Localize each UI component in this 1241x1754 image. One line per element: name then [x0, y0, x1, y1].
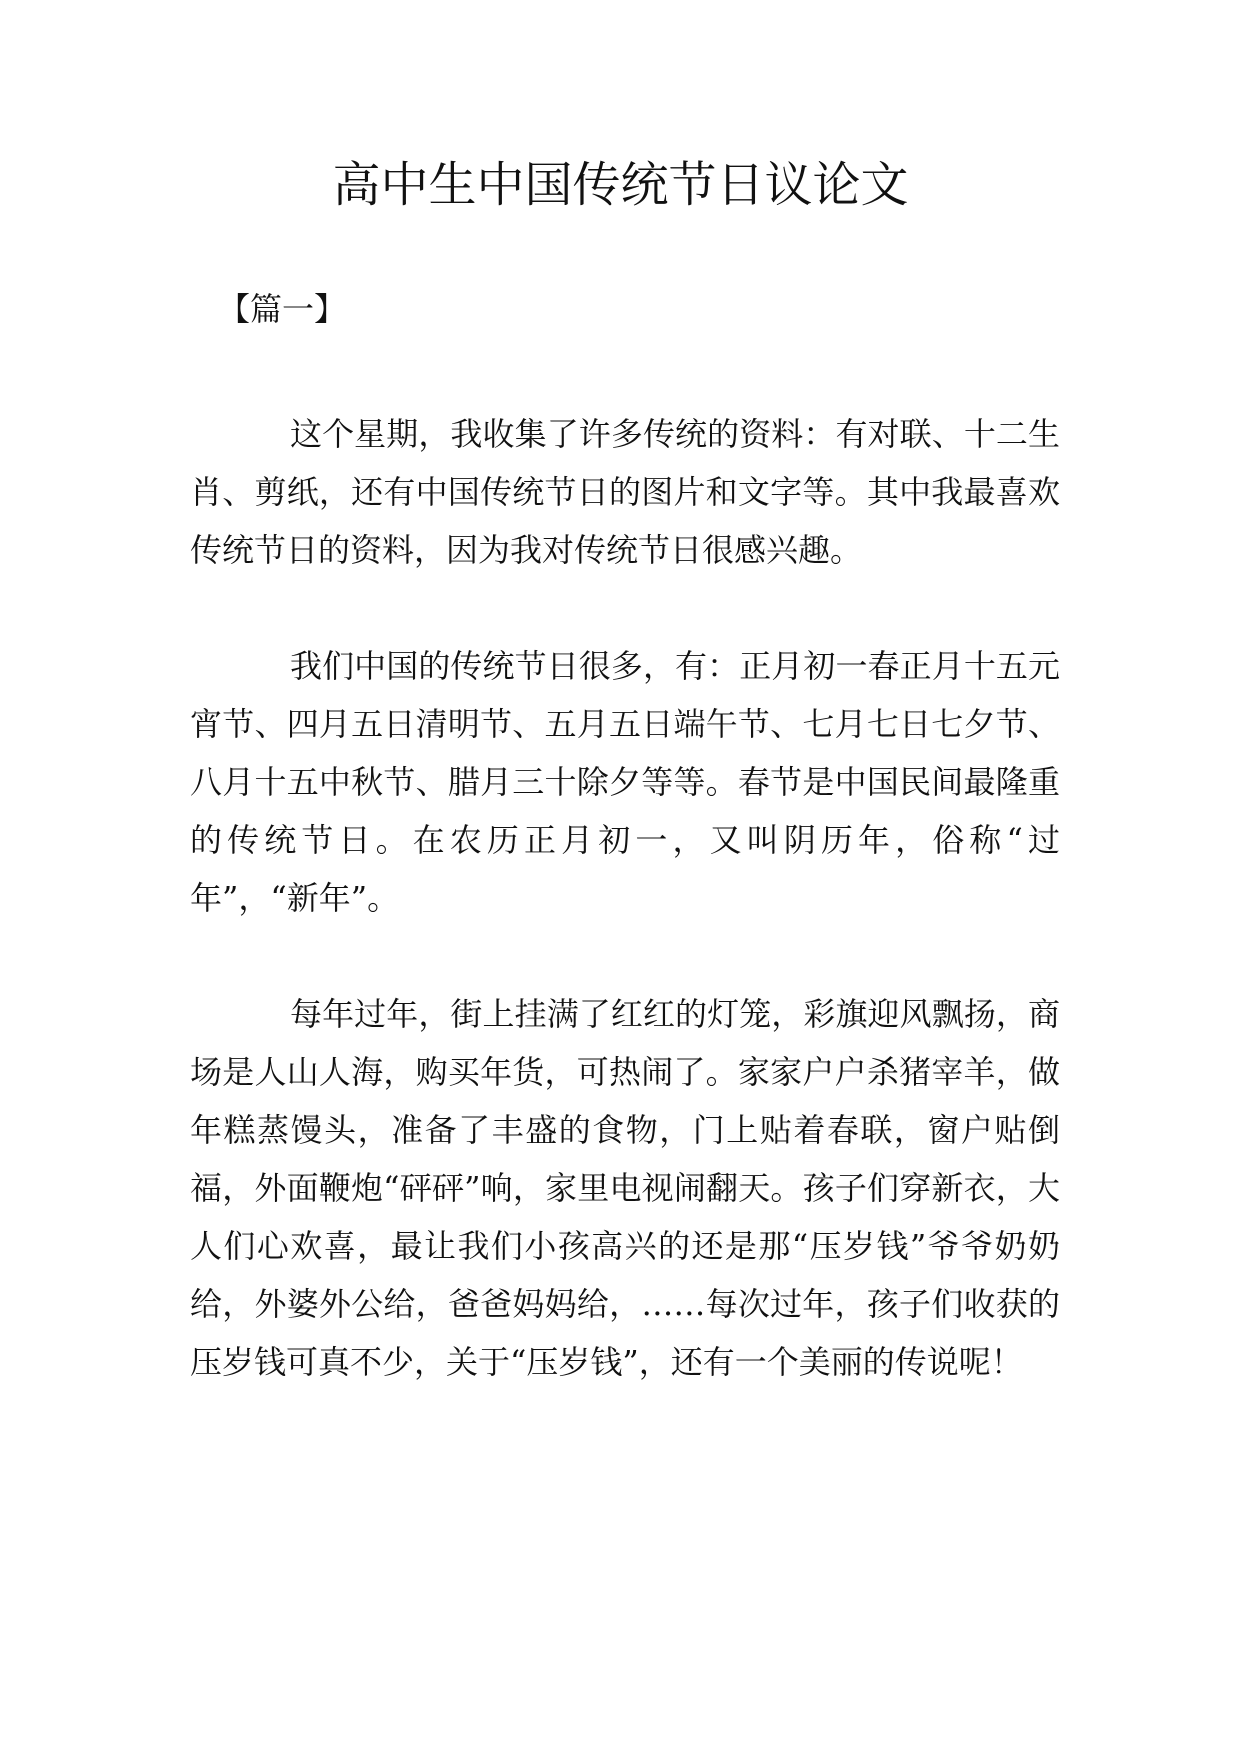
- document-body: [190, 405, 1060, 1391]
- document-title: 高中生中国传统节日议论文: [332, 157, 909, 213]
- section-heading: 【篇一】: [218, 290, 347, 328]
- paragraph-2: 我们中国的传统节日很多，有：正月初一春正月十五元宵节、四月五日清明节、五月五日端午节、七月七日七夕节、八月十五中秋节、腊月三十除夕等等。春节是中国民间最隆重的传统节日。在农历正月初一，又叫阴历年，俗称“过年”，“新年”。: [190, 647, 1060, 917]
- paragraph-3: 每年过年，街上挂满了红红的灯笼，彩旗迎风飘扬，商场是人山人海，购买年货，可热闹了。家家户户杀猪宰羊，做年糕蒸馒头，准备了丰盛的食物，门上贴着春联，窗户贴倒福，外面鞭炮“砰砰”响，家里电视闹翻天。孩子们穿新衣，大人们心欢喜，最让我们小孩高兴的还是那“压岁钱”爷爷奶奶给，外婆外公给，爸爸妈妈给，……每次过年，孩子们收获的压岁钱可真不少，关于“压岁钱”，还有一个美丽的传说呢！: [190, 995, 1060, 1381]
- paragraph-1: 这个星期，我收集了许多传统的资料：有对联、十二生肖、剪纸，还有中国传统节日的图片和文字等。其中我最喜欢传统节日的资料，因为我对传统节日很感兴趣。: [190, 415, 1060, 569]
